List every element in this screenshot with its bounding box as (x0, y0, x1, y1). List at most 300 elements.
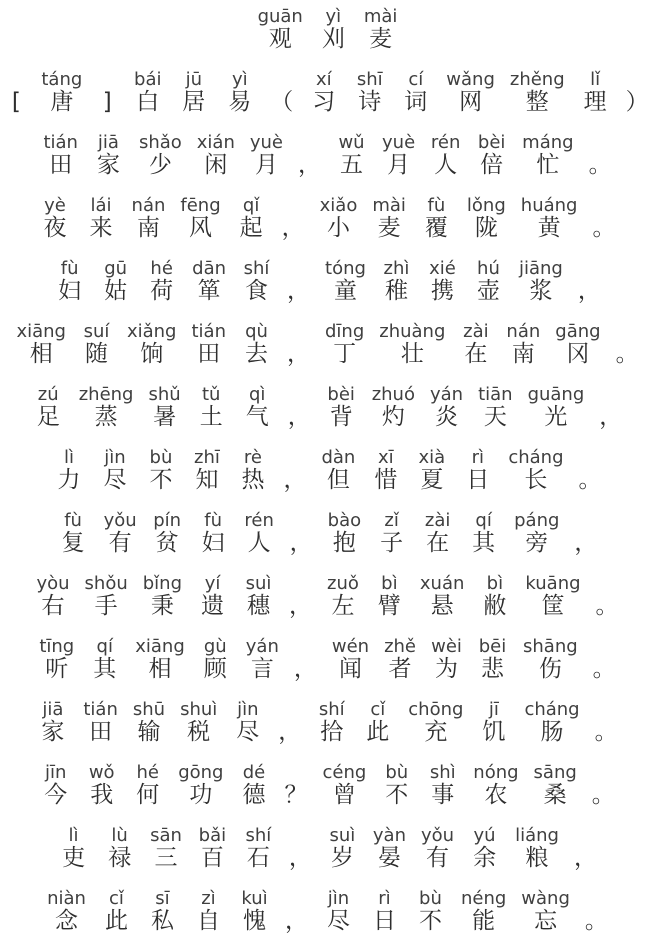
char-unit (244, 510, 275, 556)
pinyin-syllable: shǒu (84, 573, 128, 594)
hanzi-char: 充 (424, 719, 448, 745)
pinyin-syllable: cǐ (370, 699, 386, 720)
char-unit (318, 6, 349, 52)
pinyin-syllable: jiāng (518, 258, 563, 279)
pinyin-syllable: guāng (527, 384, 585, 405)
punctuation-mark: 。 (592, 215, 616, 241)
char-unit (362, 699, 393, 745)
hanzi-char: 者 (388, 656, 412, 682)
hanzi-char: 陇 (474, 215, 498, 241)
hanzi-char: 箪 (197, 278, 221, 304)
pinyin-syllable: liáng (515, 825, 559, 846)
hanzi-char: 尽 (236, 719, 260, 745)
hanzi-char: 诗 (358, 89, 382, 115)
hanzi-char: 相 (29, 341, 53, 367)
char-unit (180, 195, 220, 241)
pinyin-syllable: jiā (42, 699, 64, 720)
hanzi-char: 悲 (481, 656, 505, 682)
pinyin-syllable: zhěng (509, 69, 565, 90)
char-unit (40, 195, 71, 241)
pinyin-syllable: tóng (325, 258, 366, 279)
hanzi-char: 人 (434, 152, 458, 178)
hanzi-char: 麦 (369, 26, 393, 52)
punctuation-mark: 。 (615, 341, 639, 367)
hanzi-char: 三 (154, 845, 178, 871)
pinyin-syllable: xí (315, 69, 332, 90)
char-unit (325, 321, 364, 367)
char-unit (16, 321, 66, 367)
pinyin-syllable: zài (463, 321, 489, 342)
char-unit (193, 888, 224, 934)
hanzi-char: 粮 (525, 845, 549, 871)
hanzi-char: 田 (197, 341, 221, 367)
hanzi-char: 姑 (104, 278, 128, 304)
char-unit (322, 762, 366, 808)
char-unit (148, 384, 180, 430)
char-unit (308, 69, 339, 115)
pinyin-syllable: yán (429, 384, 464, 405)
char-unit (93, 132, 124, 178)
punctuation-mark: 。 (591, 782, 615, 808)
pinyin-syllable: rì (471, 447, 485, 468)
pinyin-syllable: sī (155, 888, 170, 909)
char-unit (478, 699, 509, 745)
hanzi-char: 秉 (150, 593, 174, 619)
poem-lines (0, 132, 655, 934)
pinyin-syllable: tīng (39, 636, 75, 657)
pinyin-syllable: zhě (384, 636, 417, 657)
pinyin-syllable: wǒ (88, 762, 115, 783)
char-unit (132, 69, 163, 115)
punctuation-unit (278, 699, 301, 745)
char-unit (430, 384, 463, 430)
hanzi-char: 尽 (326, 908, 350, 934)
hanzi-char: 食 (245, 278, 269, 304)
hanzi-char: 言 (250, 656, 274, 682)
pinyin-syllable: gù (203, 636, 227, 657)
hanzi-char: 农 (484, 782, 508, 808)
char-unit (197, 573, 228, 619)
hanzi-char: 热 (241, 467, 265, 493)
pinyin-syllable: yì (231, 69, 248, 90)
hanzi-char: 复 (61, 530, 85, 556)
pinyin-syllable: tián (191, 321, 226, 342)
pinyin-syllable: nán (131, 195, 166, 216)
pinyin-syllable: bù (385, 762, 409, 783)
hanzi-char: 遗 (201, 593, 225, 619)
hanzi-char: 但 (326, 467, 350, 493)
char-unit (145, 447, 176, 493)
hanzi-char: 顾 (203, 656, 227, 682)
char-unit (83, 699, 118, 745)
hanzi-char: 习 (312, 89, 336, 115)
pinyin-syllable: zhī (194, 447, 220, 468)
punctuation-mark: ] (102, 89, 112, 115)
char-unit (384, 636, 416, 682)
pinyin-syllable: jiā (97, 132, 119, 153)
char-unit (420, 573, 465, 619)
char-unit (86, 762, 117, 808)
punctuation-mark: ， (599, 404, 623, 430)
punctuation-mark: ， (284, 908, 308, 934)
char-unit (39, 636, 74, 682)
pinyin-syllable: qù (245, 321, 268, 342)
pinyin-syllable: xià (418, 447, 446, 468)
char-unit (104, 825, 135, 871)
pinyin-syllable: rì (378, 888, 391, 909)
hanzi-char: 拾 (320, 719, 344, 745)
char-unit (534, 762, 577, 808)
hanzi-char: 有 (426, 845, 450, 871)
char-unit (473, 258, 504, 304)
pinyin-syllable: céng (322, 762, 367, 783)
hanzi-char: 相 (148, 656, 172, 682)
char-unit (180, 699, 217, 745)
hanzi-char: 今 (44, 782, 68, 808)
char-unit (364, 6, 398, 52)
pinyin-syllable: lì (68, 825, 79, 846)
punctuation-mark: 。 (592, 656, 616, 682)
pinyin-syllable: lù (111, 825, 128, 846)
pinyin-syllable: bēi (478, 636, 507, 657)
hanzi-char: 覆 (424, 215, 448, 241)
hanzi-char: 光 (544, 404, 568, 430)
char-unit (515, 825, 559, 871)
punctuation-unit (288, 384, 311, 430)
hanzi-char: 石 (246, 845, 270, 871)
char-unit (232, 699, 263, 745)
pinyin-syllable: suì (245, 573, 272, 594)
punctuation-mark: 。 (584, 908, 608, 934)
pinyin-syllable: tián (83, 699, 118, 720)
punctuation-unit (626, 69, 649, 115)
hanzi-char: 观 (268, 26, 292, 52)
char-unit (473, 762, 518, 808)
char-unit (369, 888, 400, 934)
punctuation-unit (616, 321, 639, 367)
pinyin-syllable: zhēng (78, 384, 134, 405)
pinyin-syllable: xié (429, 258, 456, 279)
pinyin-syllable: wǎng (446, 69, 495, 90)
hanzi-char: 输 (137, 719, 161, 745)
pinyin-syllable: fù (60, 258, 79, 279)
char-unit (241, 258, 272, 304)
punctuation-mark: ） (625, 89, 649, 115)
pinyin-syllable: táng (41, 69, 83, 90)
pinyin-syllable: yú (473, 825, 496, 846)
hanzi-char: 忙 (536, 152, 560, 178)
pinyin-syllable: qí (96, 636, 113, 657)
char-unit (382, 132, 415, 178)
pinyin-syllable: yǒu (103, 510, 137, 531)
pinyin-syllable: shǎo (138, 132, 182, 153)
pinyin-syllable: gū (104, 258, 128, 279)
pinyin-syllable: cí (408, 69, 424, 90)
char-unit (81, 321, 112, 367)
hanzi-char: 稚 (384, 278, 408, 304)
char-unit (326, 384, 357, 430)
hanzi-char: 禄 (108, 845, 132, 871)
hanzi-char: 白 (136, 89, 160, 115)
punctuation-mark: [ (11, 89, 21, 115)
punctuation-mark: 。 (588, 152, 612, 178)
hanzi-char: 居 (182, 89, 206, 115)
char-unit (79, 384, 134, 430)
pinyin-syllable: zhuó (371, 384, 415, 405)
char-unit (521, 888, 570, 934)
char-unit (372, 384, 415, 430)
hanzi-char: 肠 (540, 719, 564, 745)
punctuation-unit (270, 69, 293, 115)
pinyin-syllable: yuè (382, 132, 416, 153)
hanzi-char: 惜 (374, 467, 398, 493)
poem-title (0, 6, 655, 52)
hanzi-char: 携 (430, 278, 454, 304)
hanzi-char: 南 (136, 215, 160, 241)
punctuation-mark: 。 (578, 467, 602, 493)
char-unit (86, 195, 117, 241)
poem-line (0, 762, 655, 808)
punctuation-mark: ， (574, 530, 598, 556)
hanzi-char: 桑 (543, 782, 567, 808)
punctuation-mark: ， (293, 656, 317, 682)
char-unit (580, 69, 611, 115)
char-unit (132, 762, 163, 808)
char-unit (238, 762, 269, 808)
hanzi-char: 童 (334, 278, 357, 304)
hanzi-char: 丁 (333, 341, 357, 367)
char-unit (431, 636, 462, 682)
punctuation-mark: ， (577, 278, 601, 304)
pinyin-syllable: yòu (36, 573, 70, 594)
char-unit (332, 636, 369, 682)
char-unit (127, 321, 177, 367)
char-unit (224, 69, 255, 115)
hanzi-char: 炎 (435, 404, 459, 430)
hanzi-char: 余 (473, 845, 497, 871)
punctuation-mark: ， (289, 530, 313, 556)
pinyin-syllable: wén (331, 636, 370, 657)
pinyin-syllable: jīn (44, 762, 67, 783)
hanzi-char: 麦 (377, 215, 401, 241)
punctuation-unit (287, 258, 310, 304)
char-unit (522, 132, 573, 178)
char-unit (525, 573, 580, 619)
hanzi-char: 词 (404, 89, 428, 115)
hanzi-char: 岁 (330, 845, 354, 871)
pinyin-syllable: xiǎng (126, 321, 177, 342)
hanzi-char: 去 (245, 341, 268, 367)
char-unit (461, 888, 506, 934)
char-unit (316, 699, 347, 745)
char-unit (133, 699, 165, 745)
char-unit (477, 636, 508, 682)
char-unit (47, 888, 86, 934)
char-unit (192, 321, 227, 367)
pinyin-syllable: gōng (178, 762, 224, 783)
pinyin-syllable: rè (243, 447, 263, 468)
char-unit (37, 699, 68, 745)
char-unit (243, 573, 274, 619)
hanzi-char: 浆 (529, 278, 553, 304)
char-unit (323, 888, 354, 934)
char-unit (524, 699, 579, 745)
hanzi-char: 左 (331, 593, 355, 619)
char-unit (528, 384, 585, 430)
pinyin-syllable: xiāng (135, 636, 185, 657)
punctuation-mark: ， (298, 152, 322, 178)
hanzi-char: 旁 (525, 530, 549, 556)
poem-line (0, 447, 655, 493)
hanzi-char: 风 (189, 215, 213, 241)
hanzi-char: 整 (525, 89, 549, 115)
char-unit (196, 384, 227, 430)
hanzi-char: 夜 (43, 215, 67, 241)
punctuation-unit (289, 573, 312, 619)
pinyin-syllable: shāng (523, 636, 578, 657)
char-unit (146, 258, 177, 304)
char-unit (519, 258, 563, 304)
hanzi-char: 在 (464, 341, 488, 367)
poem-author (0, 69, 655, 115)
pinyin-syllable: qí (475, 510, 492, 531)
hanzi-char: 南 (511, 341, 535, 367)
poem-line (0, 195, 655, 241)
char-unit (469, 825, 500, 871)
char-unit (197, 825, 228, 871)
poem-line (0, 699, 655, 745)
punctuation-mark: （ (270, 89, 294, 115)
hanzi-char: 随 (84, 341, 108, 367)
punctuation-unit (593, 636, 616, 682)
pinyin-syllable: máng (522, 132, 574, 153)
hanzi-char: 事 (431, 782, 455, 808)
hanzi-char: 百 (200, 845, 224, 871)
hanzi-char: 不 (418, 908, 442, 934)
char-unit (192, 258, 226, 304)
pinyin-syllable: bèi (477, 132, 506, 153)
char-unit (379, 321, 445, 367)
char-unit (476, 132, 507, 178)
pinyin-syllable: bù (419, 888, 442, 909)
pinyin-syllable: shí (243, 258, 270, 279)
punctuation-unit (290, 510, 313, 556)
char-unit (422, 510, 453, 556)
char-unit (327, 573, 359, 619)
hanzi-char: 此 (366, 719, 390, 745)
punctuation-unit (592, 195, 615, 241)
char-unit (246, 636, 279, 682)
pinyin-syllable: hú (477, 258, 500, 279)
char-unit (376, 510, 407, 556)
pinyin-syllable: rén (430, 132, 461, 153)
hanzi-char: 私 (150, 908, 174, 934)
hanzi-char: 功 (189, 782, 213, 808)
pinyin-syllable: bǎi (198, 825, 227, 846)
hanzi-char: 土 (199, 404, 223, 430)
hanzi-char: 不 (149, 467, 173, 493)
hanzi-char: 有 (108, 530, 132, 556)
hanzi-char: 手 (94, 593, 118, 619)
punctuation-mark: ， (288, 845, 312, 871)
hanzi-char: 我 (90, 782, 114, 808)
char-unit (100, 258, 131, 304)
hanzi-char: 刈 (321, 26, 345, 52)
char-unit (236, 195, 267, 241)
hanzi-char: 壮 (400, 341, 424, 367)
punctuation-mark: ， (281, 215, 305, 241)
char-unit (132, 195, 166, 241)
pinyin-syllable: dé (242, 762, 266, 783)
poem-line (0, 384, 655, 430)
hanzi-char: 为 (435, 656, 459, 682)
pinyin-syllable: bái (134, 69, 162, 90)
hanzi-char: 夏 (420, 467, 444, 493)
hanzi-char: 饥 (482, 719, 506, 745)
hanzi-char: 冈 (566, 341, 590, 367)
pinyin-syllable: xiǎo (319, 195, 358, 216)
punctuation-unit (97, 69, 117, 115)
char-unit (373, 825, 406, 871)
pinyin-syllable: hé (136, 762, 159, 783)
pinyin-syllable: lì (63, 447, 74, 468)
char-unit (101, 888, 132, 934)
hanzi-char: 闲 (204, 152, 228, 178)
pinyin-syllable: suí (83, 321, 110, 342)
char-unit (243, 825, 274, 871)
pinyin-syllable: yàn (372, 825, 406, 846)
hanzi-char: 念 (55, 908, 79, 934)
pinyin-syllable: cháng (524, 699, 580, 720)
hanzi-char: 贫 (155, 530, 179, 556)
char-unit (150, 825, 182, 871)
punctuation-unit (6, 69, 26, 115)
char-unit (370, 447, 401, 493)
char-unit (139, 132, 182, 178)
hanzi-char: 在 (426, 530, 450, 556)
pinyin-syllable: zú (37, 384, 59, 405)
hanzi-char: 月 (387, 152, 411, 178)
char-unit (460, 321, 491, 367)
hanzi-char: 听 (45, 656, 69, 682)
hanzi-char: 日 (466, 467, 490, 493)
char-unit (416, 447, 447, 493)
hanzi-char: 黄 (537, 215, 561, 241)
pinyin-syllable: shī (356, 69, 383, 90)
pinyin-syllable: dīng (325, 321, 365, 342)
pinyin-syllable: xuán (419, 573, 465, 594)
hanzi-char: 其 (93, 656, 117, 682)
pinyin-syllable: jìn (327, 888, 350, 909)
pinyin-syllable: xī (378, 447, 394, 468)
pinyin-syllable: yì (325, 6, 342, 27)
poem-line (0, 825, 655, 871)
pinyin-syllable: huáng (520, 195, 578, 216)
hanzi-char: 月 (254, 152, 278, 178)
hanzi-char: 家 (96, 152, 120, 178)
char-unit (427, 762, 458, 808)
char-unit (400, 69, 431, 115)
hanzi-char: 此 (104, 908, 128, 934)
char-unit (321, 447, 355, 493)
punctuation-unit (285, 888, 308, 934)
char-unit (479, 573, 510, 619)
poem-line (0, 888, 655, 934)
hanzi-char: 暑 (153, 404, 177, 430)
char-unit (33, 384, 64, 430)
punctuation-mark: ， (287, 404, 311, 430)
pinyin-syllable: yǒu (420, 825, 455, 846)
